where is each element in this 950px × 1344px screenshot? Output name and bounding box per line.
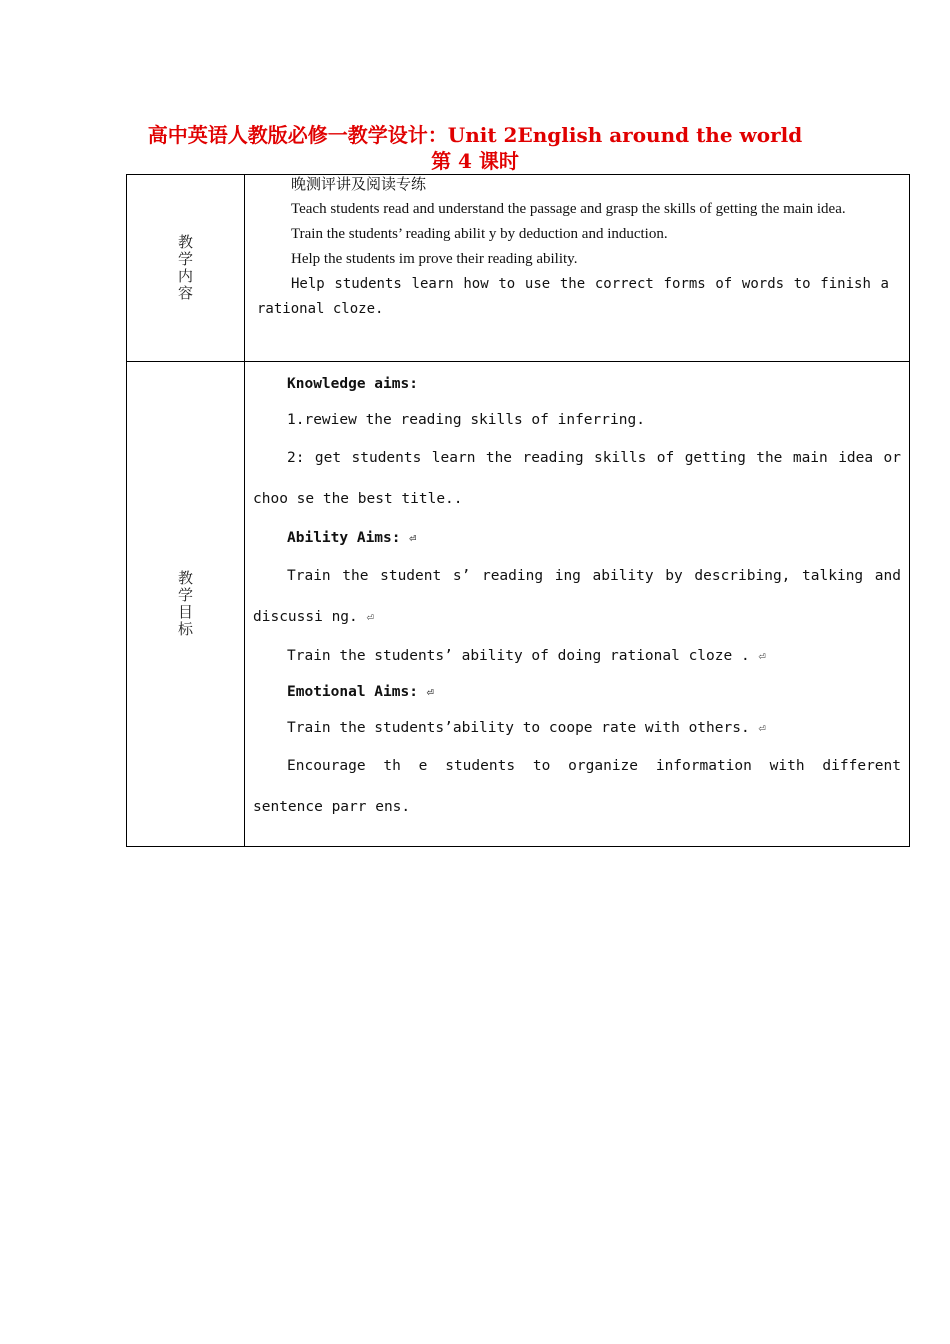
ability-aims-heading: Ability Aims: xyxy=(287,530,401,546)
paragraph-mark-icon: ⏎ xyxy=(426,685,434,699)
title-line-2: 第 4 课时 xyxy=(431,149,519,173)
row-label-cell xyxy=(127,175,245,362)
content-paragraph: Teach students read and understand the passage and grasp the skills of getting the main idea. xyxy=(291,201,846,217)
content-paragraph: Help students learn how to use the correct forms of words to finish a rational cloze. xyxy=(257,276,889,317)
emotional-aim-item: Encourage th e students to organize information with different sentence parr ens. xyxy=(253,758,901,815)
ability-aim-item: Train the students’ ability of doing rational cloze . xyxy=(287,648,750,664)
knowledge-aim-item: 1.rewiew the reading skills of inferring. xyxy=(287,412,645,428)
content-paragraph: Help the students im prove their reading ability. xyxy=(291,251,578,267)
objectives-cell xyxy=(245,362,910,847)
document-title xyxy=(0,122,950,174)
knowledge-aim-item: 2: get students learn the reading skills of getting the main idea or choo se the best title.. xyxy=(253,450,901,507)
row-label-content: 教学内容 xyxy=(177,233,193,302)
paragraph-mark-icon: ⏎ xyxy=(758,649,766,663)
row-label-objectives: 教学目标 xyxy=(177,569,193,638)
title-line-1: 高中英语人教版必修一教学设计：Unit 2English around the world xyxy=(147,123,803,147)
lesson-plan-table xyxy=(126,174,910,847)
knowledge-aims-heading: Knowledge aims: xyxy=(287,376,418,392)
emotional-aim-item: Train the students’ability to coope rate with others. xyxy=(287,720,750,736)
row-label-cell xyxy=(127,362,245,847)
ability-aim-item: Train the student s’ reading ing ability by describing, talking and discussi ng. xyxy=(253,568,901,625)
table-row-objectives xyxy=(127,362,910,847)
emotional-aims-heading: Emotional Aims: xyxy=(287,684,418,700)
content-cell xyxy=(245,175,910,362)
table-row-content xyxy=(127,175,910,362)
content-paragraph: Train the students’ reading abilit y by deduction and induction. xyxy=(291,226,668,242)
paragraph-mark-icon: ⏎ xyxy=(409,531,417,545)
paragraph-mark-icon: ⏎ xyxy=(758,721,766,735)
content-heading: 晚测评讲及阅读专练 xyxy=(291,175,427,193)
paragraph-mark-icon: ⏎ xyxy=(366,610,374,624)
